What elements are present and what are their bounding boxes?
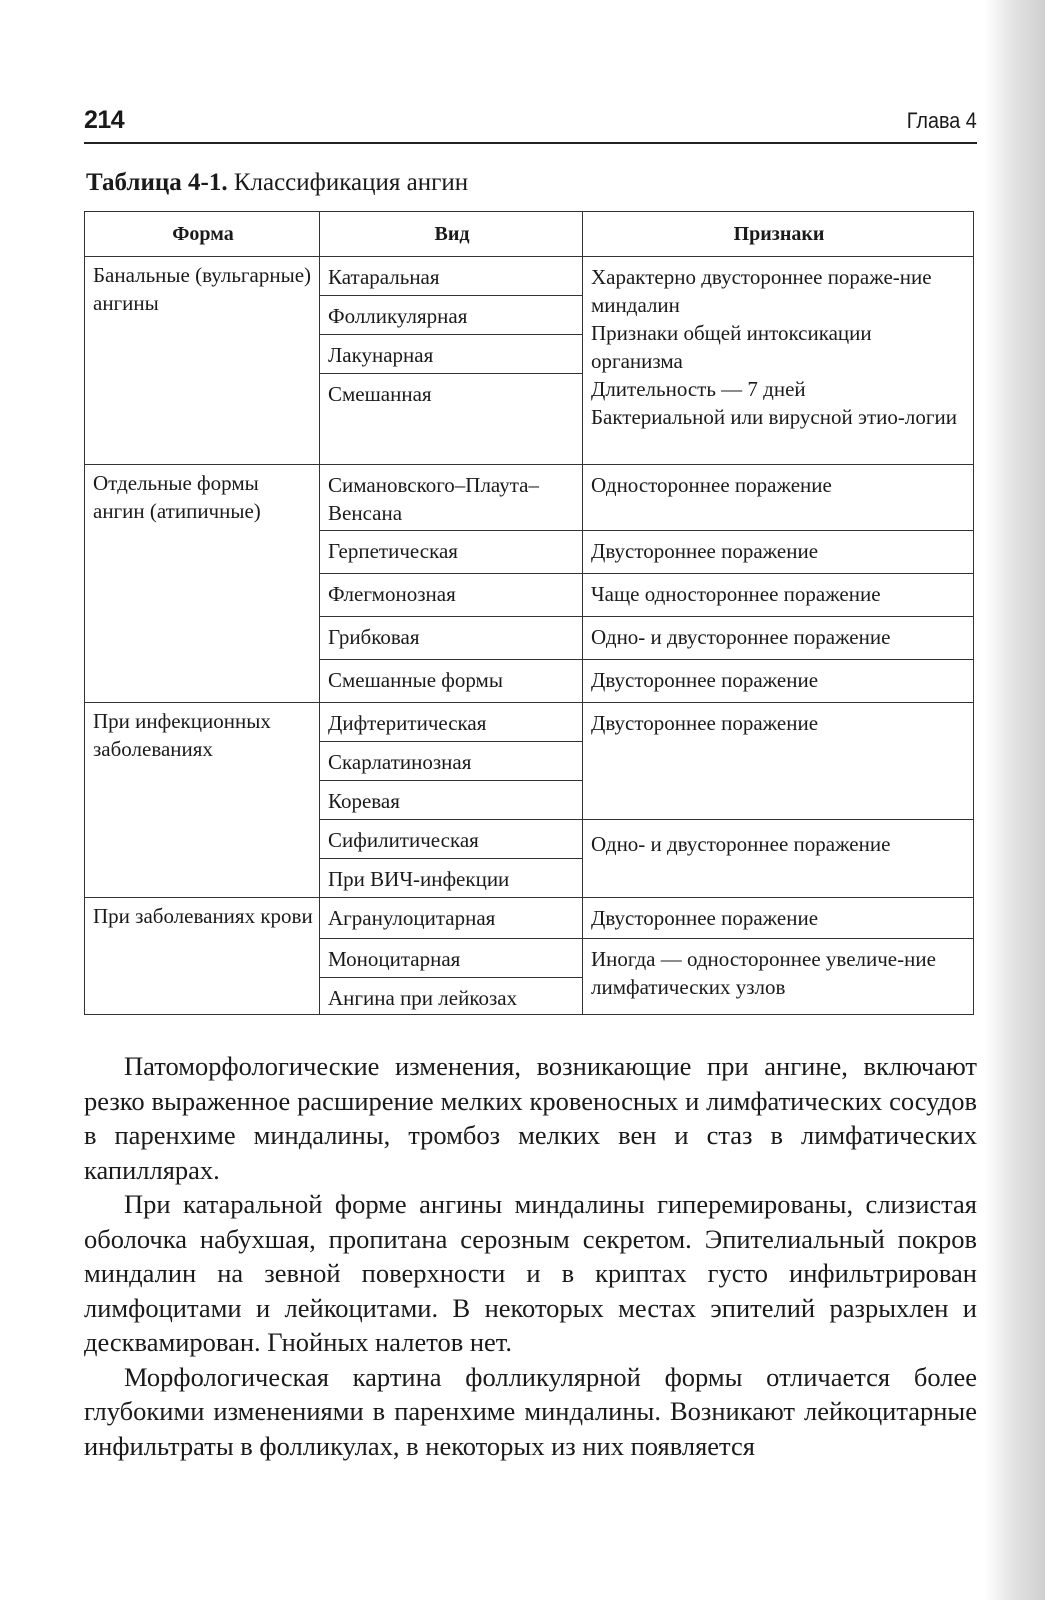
vid-cell: Грибковая xyxy=(320,617,583,660)
sign-text: Характерно двустороннее пораже-ние миндалин xyxy=(591,265,932,317)
vid-cell: Дифтеритическая xyxy=(320,703,583,742)
paragraph: Патоморфологические изменения, возникающие при ангине, включают резко выраженное расширение мелких кровеносных и лимфатических сосудов в паренхиме миндалины, тромбоз мелких вен и стаз в лимфатических капиллярах. xyxy=(84,1051,977,1185)
table-header-row xyxy=(85,212,974,257)
sign-text: Длительность — 7 дней xyxy=(591,377,806,401)
table-caption-label: Таблица 4-1. xyxy=(86,169,228,196)
vid-cell: Агранулоцитарная xyxy=(320,898,583,939)
signs-cell: Двустороннее поражение xyxy=(583,660,974,703)
vid-cell: Фолликулярная xyxy=(320,296,583,335)
sign-text: Бактериальной или вирусной этио-логии xyxy=(591,405,957,429)
body-text xyxy=(84,1049,977,1463)
header-priznaki: Признаки xyxy=(583,212,974,257)
signs-cell: Одностороннее поражение xyxy=(583,465,974,531)
forma-cell: При инфекционных заболеваниях xyxy=(85,703,320,898)
vid-cell: Скарлатинозная xyxy=(320,742,583,781)
page-edge-shadow xyxy=(985,0,1045,1600)
table-caption-title: Классификация ангин xyxy=(233,169,469,196)
vid-cell: Сифилитическая xyxy=(320,820,583,859)
signs-cell: Одно- и двустороннее поражение xyxy=(583,820,974,898)
vid-cell: Флегмонозная xyxy=(320,574,583,617)
vid-cell: Катаральная xyxy=(320,257,583,296)
paragraph: При катаральной форме ангины миндалины гиперемированы, слизистая оболочка набухшая, пропитана серозным секретом. Эпителиальный покров миндалин на зевной поверхности и в криптах густо инфильтрирован лимфоцитами и лейкоцитами. В некоторых местах эпителий разрыхлен и десквамирован. Гнойных налетов нет. xyxy=(84,1189,977,1357)
vid-cell: Лакунарная xyxy=(320,335,583,374)
table-row xyxy=(85,465,974,531)
forma-cell: Отдельные формы ангин (атипичные) xyxy=(85,465,320,703)
vid-cell: Герпетическая xyxy=(320,531,583,574)
vid-cell: Симановского–Плаута–Венсана xyxy=(320,465,583,531)
vid-cell: При ВИЧ-инфекции xyxy=(320,859,583,898)
signs-cell: Двустороннее поражение xyxy=(583,531,974,574)
signs-cell: Двустороннее поражение xyxy=(583,703,974,820)
signs-cell xyxy=(583,257,974,465)
paragraph: Морфологическая картина фолликулярной формы отличается более глубокими изменениями в паренхиме миндалины. Возникают лейкоцитарные инфильтраты в фолликулах, в некоторых из них появляется xyxy=(84,1361,977,1461)
table-row xyxy=(85,703,974,742)
vid-cell: Ангина при лейкозах xyxy=(320,978,583,1015)
table-caption xyxy=(86,169,468,197)
forma-cell: Банальные (вульгарные) ангины xyxy=(85,257,320,465)
table-row xyxy=(85,898,974,939)
table-row xyxy=(85,257,974,296)
vid-cell: Моноцитарная xyxy=(320,939,583,978)
classification-table xyxy=(84,211,974,1015)
chapter-title: Глава 4 xyxy=(906,108,977,133)
page-number: 214 xyxy=(84,106,125,134)
signs-cell: Одно- и двустороннее поражение xyxy=(583,617,974,660)
signs-cell: Двустороннее поражение xyxy=(583,898,974,939)
vid-cell: Смешанные формы xyxy=(320,660,583,703)
header-forma: Форма xyxy=(85,212,320,257)
sign-text: Признаки общей интоксикации организма xyxy=(591,321,872,373)
forma-cell: При заболеваниях крови xyxy=(85,898,320,1015)
vid-cell: Смешанная xyxy=(320,374,583,465)
header-rule xyxy=(84,142,977,144)
signs-cell: Иногда — одностороннее увеличе-ние лимфатических узлов xyxy=(583,939,974,1015)
vid-cell: Коревая xyxy=(320,781,583,820)
signs-cell: Чаще одностороннее поражение xyxy=(583,574,974,617)
header-vid: Вид xyxy=(320,212,583,257)
